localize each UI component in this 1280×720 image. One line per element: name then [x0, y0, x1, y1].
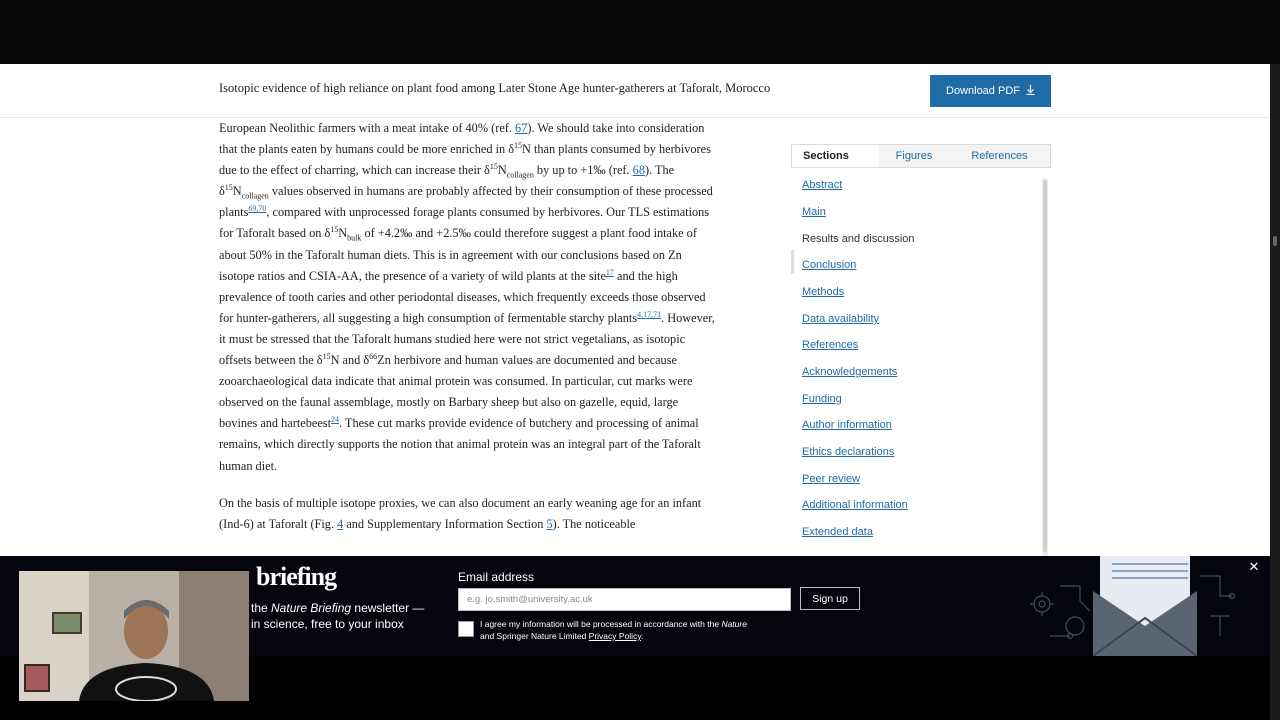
briefing-logo: briefing: [256, 562, 337, 591]
text-run: N: [497, 163, 507, 178]
ref-link[interactable]: 67: [515, 121, 528, 135]
superscript: 15: [322, 351, 331, 361]
text-run: in science, free to your inbox: [251, 617, 404, 631]
article-sidebar: [791, 144, 1051, 556]
article-header: [0, 64, 1270, 118]
text-run: and the high prevalence of tooth caries and other periodontal diseases, which frequently exceeds those observed for hunter-gatherers, all suggesting a high consumption of fermentable starchy plants: [219, 268, 706, 325]
superscript: 15: [330, 225, 339, 235]
ref-link[interactable]: 68: [632, 163, 645, 178]
text-run: . These cut marks provide evidence of butchery and processing of animal remains, which directly supports the notion that animal protein was an integral part of the Taforalt human diet.: [219, 416, 701, 473]
sidebar-item-additional-information[interactable]: Additional information: [802, 499, 908, 511]
download-arrow-icon: [1026, 85, 1035, 98]
text-run: N: [338, 226, 348, 241]
ref-link[interactable]: 4,17,71: [637, 309, 662, 319]
section-link[interactable]: 5: [546, 516, 553, 531]
sidebar-item-abstract[interactable]: Abstract: [802, 179, 843, 191]
text-run: the: [251, 601, 272, 615]
text-run: N and δ: [330, 353, 370, 368]
text-run: Zn herbivore and human values are documented and because zooarchaeological data indicate that animal protein was consumed. In particular, cut marks were observed on the faunal assemblage, mostly on Barbary sheep but also on gazelle, equid, large bovines and hartebeest: [219, 353, 693, 431]
tab-sections[interactable]: Sections: [792, 145, 879, 167]
email-field[interactable]: [458, 588, 791, 611]
subscript: collagen: [241, 191, 269, 201]
text-run: ). The noticeable: [552, 516, 636, 531]
sidebar-item-funding[interactable]: Funding: [802, 393, 842, 405]
paragraph-diet: [219, 118, 719, 477]
section-list: [791, 168, 1051, 556]
superscript: 15: [489, 162, 498, 172]
webcam-overlay: [19, 571, 249, 701]
consent-text: [480, 618, 780, 642]
text-run: values observed in humans are probably affected by their consumption of these processed plants: [219, 184, 713, 220]
superscript: 15: [514, 141, 523, 150]
text-run: . However, it must be stressed that the Taforalt humans studied here were not strict vegetalians, as isotopic offsets between the δ: [219, 310, 715, 368]
envelope-illustration: [1020, 556, 1240, 656]
ref-link[interactable]: 17: [605, 267, 614, 277]
privacy-policy-link[interactable]: Privacy Policy: [588, 631, 641, 641]
page-scrollbar[interactable]: [1270, 64, 1280, 720]
text-run: On the basis of multiple isotope proxies, we can also document an early weaning age for an infant (Ind-6) at Taforalt (Fig.: [219, 495, 702, 531]
text-run: N than plants consumed by herbivores due to the effect of charring, which can increase their δ: [219, 142, 711, 178]
ref-link[interactable]: 24: [331, 415, 339, 425]
text-run: by up to +1‰ (ref.: [533, 163, 633, 178]
figure-link[interactable]: 4: [337, 516, 344, 531]
text-run: N: [232, 184, 242, 199]
text-run: , compared with unprocessed forage plants consumed by herbivores. Our TLS estimations for Taforalt based on δ: [219, 205, 710, 241]
subscript: bulk: [347, 233, 362, 243]
article-title: Isotopic evidence of high reliance on plant food among Later Stone Age hunter-gatherers at Taforalt, Morocco: [219, 81, 771, 95]
text-run: newsletter —: [351, 601, 425, 615]
text-run: ). We should take into consideration that the plants eaten by humans could be more enriched in δ: [219, 121, 705, 157]
sidebar-item-peer-review[interactable]: Peer review: [802, 473, 861, 485]
text-run: and Springer Nature Limited: [480, 631, 589, 641]
sidebar-item-data-availability[interactable]: Data availability: [802, 313, 880, 325]
article-body: [219, 118, 719, 535]
tab-references[interactable]: References: [971, 150, 1028, 162]
superscript: 66: [369, 351, 378, 361]
subscript: collagen: [506, 170, 534, 180]
sidebar-item-references[interactable]: References: [802, 339, 859, 351]
superscript: 15: [224, 183, 233, 193]
newsletter-name: Nature Briefing: [271, 601, 352, 615]
sidebar-item-author-information[interactable]: Author information: [802, 419, 892, 431]
sidebar-item-methods[interactable]: Methods: [802, 286, 845, 298]
ref-link[interactable]: 69,70: [248, 204, 267, 214]
screen-top-bar: [0, 0, 1280, 64]
paragraph-weaning: [219, 493, 719, 535]
sidebar-scrollbar-thumb[interactable]: [1043, 180, 1047, 552]
email-label: Email address: [458, 570, 535, 584]
text-run: Nature: [721, 619, 747, 629]
briefing-description: [251, 600, 451, 632]
article-page: [0, 64, 1270, 556]
consent-checkbox[interactable]: [458, 621, 474, 637]
page-scrollbar-thumb[interactable]: [1273, 236, 1277, 246]
text-run: .: [640, 631, 644, 641]
sidebar-item-main[interactable]: Main: [802, 206, 826, 218]
text-run: ). The δ: [219, 163, 675, 199]
tab-figures[interactable]: Figures: [895, 150, 933, 162]
sidebar-item-conclusion[interactable]: Conclusion: [802, 259, 857, 271]
download-pdf-label: Download PDF: [946, 85, 1020, 97]
text-run: and Supplementary Information Section: [343, 516, 547, 531]
text-run: of +4.2‰ and +2.5‰ could therefore suggest a plant food intake of about 50% in the Taforalt human diets. This is in agreement with our conclusions based on Zn isotope ratios and CSIA-AA, the presence of a variety of wild plants at the site: [219, 226, 697, 283]
sidebar-item-extended-data[interactable]: Extended data: [802, 526, 873, 538]
text-run: I agree my information will be processed in accordance with the: [480, 619, 722, 629]
close-icon[interactable]: ✕: [1248, 559, 1260, 574]
sidebar-item-results-and-discussion[interactable]: Results and discussion: [802, 233, 915, 245]
sign-up-button[interactable]: Sign up: [800, 587, 860, 610]
current-section-marker: [791, 250, 794, 274]
download-pdf-button[interactable]: [930, 75, 1051, 107]
text-run: European Neolithic farmers with a meat intake of 40% (ref.: [219, 121, 516, 135]
sidebar-tabs: [791, 144, 1051, 168]
sidebar-item-acknowledgements[interactable]: Acknowledgements: [802, 366, 898, 378]
sidebar-item-ethics-declarations[interactable]: Ethics declarations: [802, 446, 895, 458]
presenter-video: [19, 571, 249, 701]
